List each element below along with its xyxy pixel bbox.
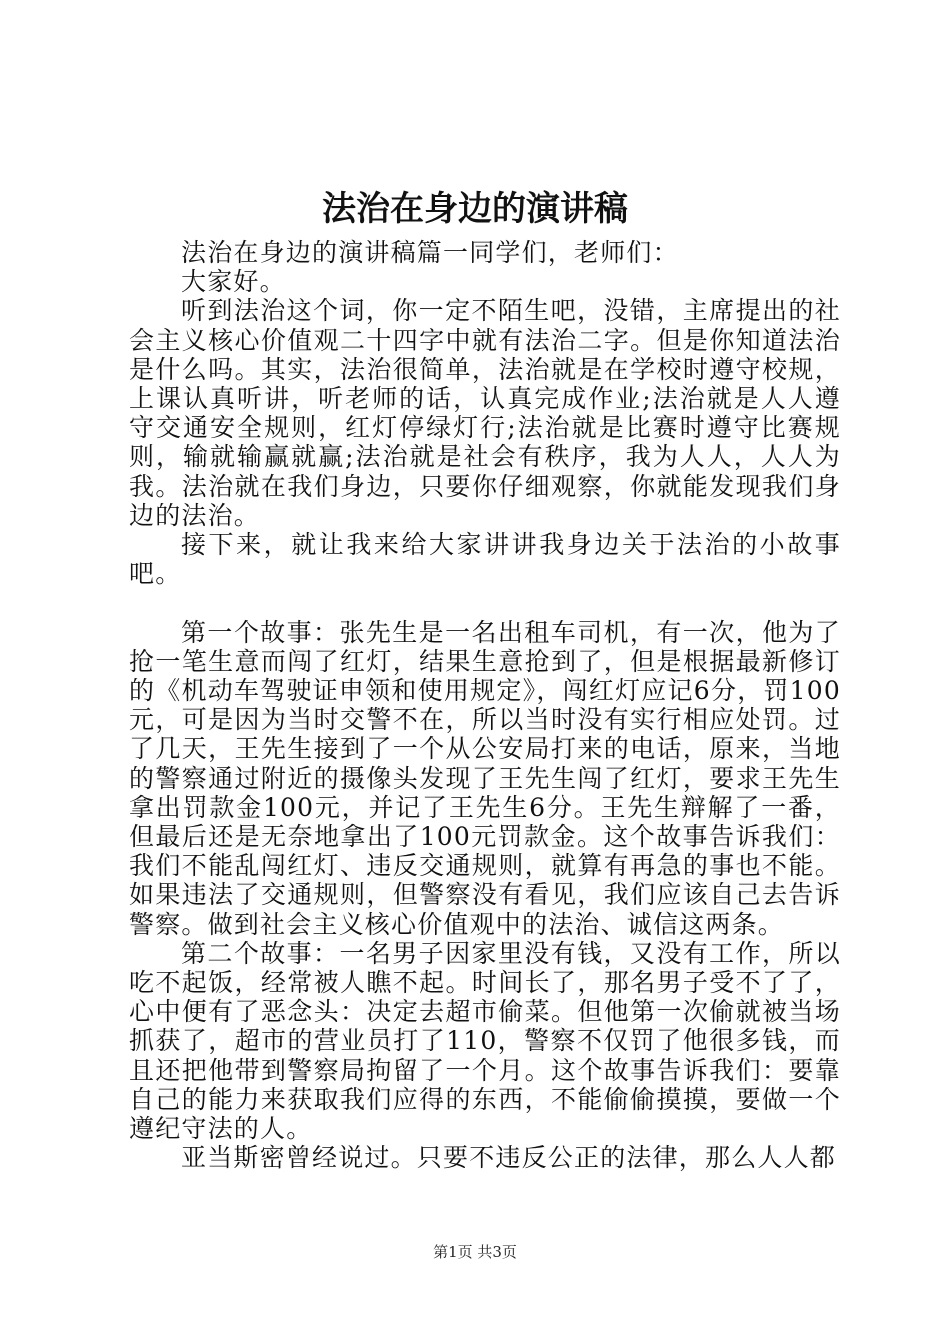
document-body <box>129 238 841 1172</box>
paragraph-intro: 听到法治这个词，你一定不陌生吧，没错，主席提出的社会主义核心价值观二十四字中就有法治二字。但是你知道法治是什么吗。其实，法治很简单，法治就是在学校时遵守校规，上课认真听讲，听老师的话，认真完成作业;法治就是人人遵守交通安全规则，红灯停绿灯行;法治就是比赛时遵守比赛规则，输就输赢就赢;法治就是社会有秩序，我为人人，人人为我。法治就在我们身边，只要你仔细观察，你就能发现我们身边的法治。 <box>129 296 841 530</box>
paragraph-salutation: 大家好。 <box>181 267 286 297</box>
paragraph-transition: 接下来，就让我来给大家讲讲我身边关于法治的小故事吧。 <box>129 530 841 589</box>
paragraph-story-two: 第二个故事：一名男子因家里没有钱，又没有工作，所以吃不起饭，经常被人瞧不起。时间长了，那名男子受不了了，心中便有了恶念头：决定去超市偷菜。但他第一次偷就被当场抓获了，超市的营业员打了110，警察不仅罚了他很多钱，而且还把他带到警察局拘留了一个月。这个故事告诉我们：要靠自己的能力来获取我们应得的东西，不能偷偷摸摸，要做一个遵纪守法的人。 <box>129 938 841 1144</box>
paragraph-story-one: 第一个故事：张先生是一名出租车司机，有一次，他为了抢一笔生意而闯了红灯，结果生意抢到了，但是根据最新修订的《机动车驾驶证申领和使用规定》，闯红灯应记6分，罚100元，可是因为当时交警不在，所以当时没有实行相应处罚。过了几天，王先生接到了一个从公安局打来的电话，原来，当地的警察通过附近的摄像头发现了王先生闯了红灯，要求王先生拿出罚款金100元，并记了王先生6分。王先生辩解了一番，但最后还是无奈地拿出了100元罚款金。这个故事告诉我们：我们不能乱闯红灯、违反交通规则，就算有再急的事也不能。如果违法了交通规则，但警察没有看见，我们应该自己去告诉警察。做到社会主义核心价值观中的法治、诚信这两条。 <box>129 617 841 939</box>
paragraph-spacer <box>129 588 841 617</box>
page-number-footer: 第1页 共3页 <box>433 1243 517 1261</box>
document-title: 法治在身边的演讲稿 <box>322 189 628 229</box>
paragraph-greeting: 法治在身边的演讲稿篇一同学们，老师们： <box>181 238 679 267</box>
paragraph-quote: 亚当斯密曾经说过。只要不违反公正的法律，那么人人都 <box>181 1143 837 1173</box>
